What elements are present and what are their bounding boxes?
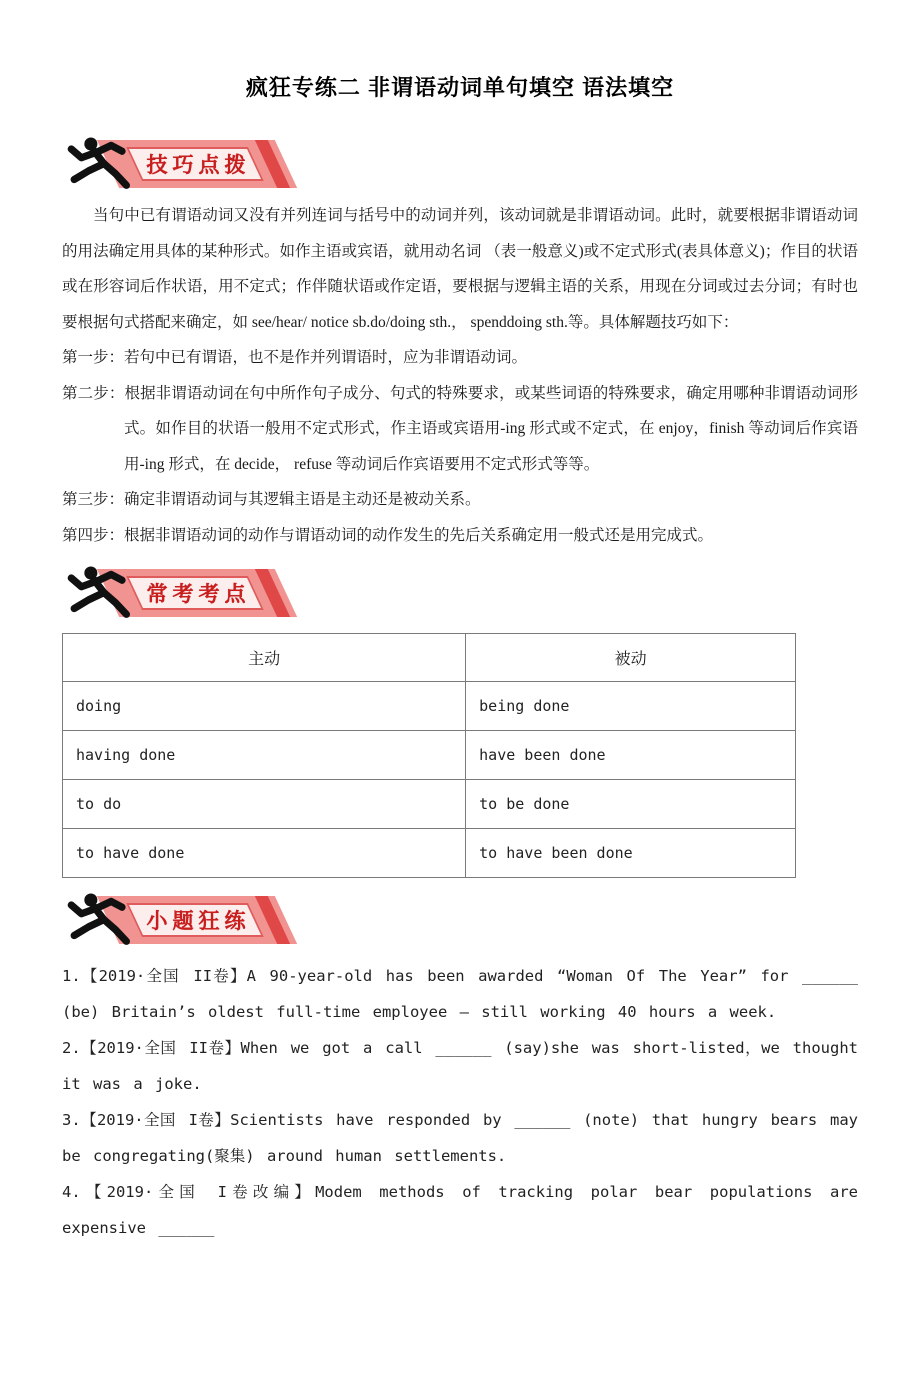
step-item-3 — [62, 482, 858, 518]
section-banner-tips — [62, 136, 382, 194]
step-item-1 — [62, 340, 858, 376]
worksheet-page — [0, 74, 920, 1246]
page-title: 疯狂专练二 非谓语动词单句填空 语法填空 — [245, 75, 675, 100]
step-text: 根据非谓语动词在句中所作句子成分、句式的特殊要求，或某些词语的特殊要求，确定用哪种非谓语动词形式。如作目的状语一般用不定式形式，作主语或宾语用-ing 形式或不定式，在 enjoy，finish 等动词后作宾语用-ing 形式，在 decide， refuse 等动词后作宾语要用不定式形式等等。 — [124, 384, 858, 473]
table-cell: being done — [466, 682, 796, 731]
section-banner-keypoints — [62, 565, 382, 623]
table-header-active: 主动 — [63, 634, 466, 682]
step-item-4 — [62, 518, 858, 554]
step-text: 确定非谓语动词与其逻辑主语是主动还是被动关系。 — [124, 491, 481, 508]
question-item-3: 3.【2019·全国 I卷】Scientists have responded by ______ (note) that hungry bears may be congregating(聚集) around human settlements. — [62, 1111, 858, 1165]
runner-icon — [62, 136, 140, 194]
section-banner-practice — [62, 892, 382, 950]
table-cell: have been done — [466, 731, 796, 780]
table-row — [63, 731, 796, 780]
question-item-1: 1.【2019·全国 II卷】A 90-year-old has been awarded “Woman Of The Year” for ______ (be) Britain’s oldest full-time employee — still working 40 hours a week. — [62, 967, 858, 1021]
questions-list — [62, 958, 858, 1246]
step-text: 若句中已有谓语，也不是作并列谓语时，应为非谓语动词。 — [124, 349, 528, 366]
question-item-2: 2.【2019·全国 II卷】When we got a call ______ (say)she was short-listed，we thought it was a joke. — [62, 1039, 858, 1093]
tips-paragraph: 当句中已有谓语动词又没有并列连词与括号中的动词并列，该动词就是非谓语动词。此时，就要根据非谓语动词的用法确定用具体的某种形式。如作主语或宾语，就用动名词 （表一般意义)或不定式形式(表具体意义)；作目的状语或在形容词后作状语，用不定式；作伴随状语或作定语，要根据与逻辑主语的关系，用现在分词或过去分词；有时也要根据句式搭配来确定，如 see/hear/ notice sb.do/doing sth.， spenddoing sth.等。具体解题技巧如下： — [62, 207, 858, 331]
question-item-4: 4.【2019·全国 I卷改编】Modem methods of tracking polar bear populations are expensive ______ — [62, 1183, 858, 1237]
table-header-row — [63, 634, 796, 682]
table-cell: to do — [63, 780, 466, 829]
runner-icon — [62, 565, 140, 623]
step-label: 第二步： — [62, 384, 125, 402]
banner-label-keypoints: 常考考点 — [146, 583, 251, 606]
table-cell: having done — [63, 731, 466, 780]
grammar-table — [62, 633, 796, 878]
step-item-2 — [62, 376, 858, 483]
step-label: 第一步： — [62, 349, 125, 366]
table-cell: to have been done — [466, 829, 796, 878]
table-row — [63, 780, 796, 829]
table-cell: to be done — [466, 780, 796, 829]
table-cell: doing — [63, 682, 466, 731]
banner-label-tips: 技巧点拨 — [146, 154, 251, 177]
table-row — [63, 682, 796, 731]
steps-list — [62, 340, 858, 553]
table-cell: to have done — [63, 829, 466, 878]
banner-label-practice: 小题狂练 — [146, 910, 251, 933]
table-header-passive: 被动 — [466, 634, 796, 682]
table-row — [63, 829, 796, 878]
runner-icon — [62, 892, 140, 950]
step-label: 第三步： — [62, 491, 125, 508]
step-label: 第四步： — [62, 526, 125, 544]
step-text: 根据非谓语动词的动作与谓语动词的动作发生的先后关系确定用一般式还是用完成式。 — [124, 526, 714, 544]
